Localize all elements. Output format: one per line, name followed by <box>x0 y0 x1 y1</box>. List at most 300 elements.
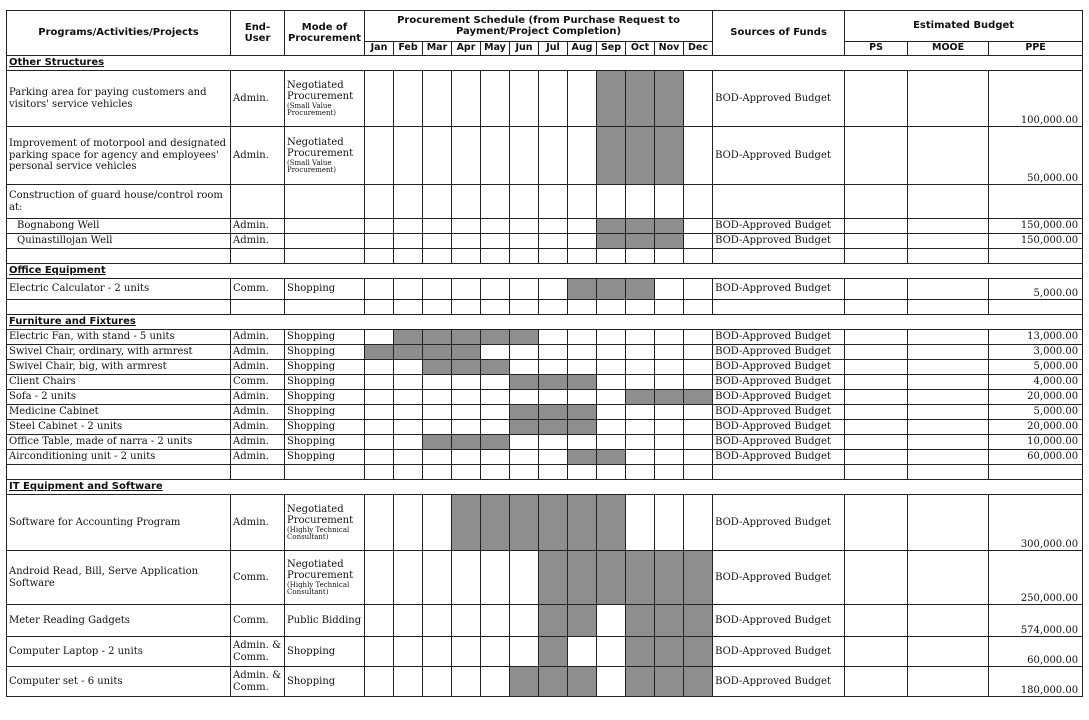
schedule-cell <box>394 127 423 185</box>
item-ps <box>845 637 908 667</box>
item-end-user: Admin. <box>231 127 285 185</box>
schedule-cell <box>568 185 597 219</box>
header-program: Programs/Activities/Projects <box>7 11 231 56</box>
schedule-cell <box>481 551 510 605</box>
item-mooe <box>908 330 989 345</box>
schedule-cell-shaded <box>568 450 597 465</box>
mode-label: Shopping <box>287 331 336 343</box>
table-row <box>7 405 1083 420</box>
empty-cell <box>285 300 365 315</box>
mode-label: Shopping <box>287 361 336 373</box>
schedule-cell <box>510 279 539 300</box>
header-month: Dec <box>684 42 713 56</box>
schedule-cell-shaded <box>655 605 684 637</box>
empty-cell <box>655 300 684 315</box>
item-mode <box>285 71 365 127</box>
empty-cell <box>481 300 510 315</box>
table-row <box>7 185 1083 219</box>
schedule-cell <box>655 279 684 300</box>
schedule-cell-shaded <box>365 345 394 360</box>
schedule-cell <box>510 450 539 465</box>
table-row <box>7 495 1083 551</box>
item-ppe: 300,000.00 <box>989 495 1083 551</box>
schedule-cell-shaded <box>452 345 481 360</box>
item-funds: BOD-Approved Budget <box>713 279 845 300</box>
item-name: Electric Fan, with stand - 5 units <box>7 330 231 345</box>
header-funds: Sources of Funds <box>713 11 845 56</box>
empty-cell <box>684 465 713 480</box>
item-mode <box>285 495 365 551</box>
schedule-cell-shaded <box>568 420 597 435</box>
schedule-cell <box>539 234 568 249</box>
header-month: Jan <box>365 42 394 56</box>
schedule-cell <box>481 605 510 637</box>
schedule-cell <box>423 185 452 219</box>
empty-cell <box>597 300 626 315</box>
mode-label: Public Bidding <box>287 614 362 626</box>
item-ps <box>845 551 908 605</box>
empty-cell <box>684 300 713 315</box>
item-ps <box>845 667 908 697</box>
item-funds: BOD-Approved Budget <box>713 71 845 127</box>
schedule-cell-shaded <box>394 345 423 360</box>
item-mooe <box>908 185 989 219</box>
item-name: Parking area for paying customers and visitors' service vehicles <box>7 71 231 127</box>
item-name: Computer set - 6 units <box>7 667 231 697</box>
empty-cell <box>568 249 597 264</box>
schedule-cell-shaded <box>510 420 539 435</box>
schedule-cell <box>365 279 394 300</box>
schedule-cell <box>626 375 655 390</box>
schedule-cell <box>626 330 655 345</box>
item-end-user: Admin. <box>231 71 285 127</box>
section-row <box>7 315 1083 330</box>
schedule-cell <box>539 71 568 127</box>
schedule-cell <box>394 390 423 405</box>
item-mode <box>285 127 365 185</box>
item-name: Bognabong Well <box>7 219 231 234</box>
schedule-cell <box>539 127 568 185</box>
table-row <box>7 71 1083 127</box>
item-mooe <box>908 71 989 127</box>
mode-label: Shopping <box>287 406 336 418</box>
schedule-cell-shaded <box>510 667 539 697</box>
schedule-cell <box>423 390 452 405</box>
schedule-cell <box>423 551 452 605</box>
item-ppe: 10,000.00 <box>989 435 1083 450</box>
empty-cell <box>568 300 597 315</box>
mode-label: Shopping <box>287 283 336 295</box>
item-ppe: 20,000.00 <box>989 390 1083 405</box>
empty-cell <box>423 465 452 480</box>
mode-label: Negotiated Procurement <box>287 136 354 160</box>
schedule-cell <box>684 330 713 345</box>
item-ppe: 60,000.00 <box>989 637 1083 667</box>
item-end-user: Admin. <box>231 435 285 450</box>
schedule-cell <box>423 450 452 465</box>
schedule-cell-shaded <box>481 330 510 345</box>
schedule-cell <box>626 185 655 219</box>
table-row <box>7 219 1083 234</box>
schedule-cell <box>684 375 713 390</box>
item-end-user: Admin. <box>231 495 285 551</box>
item-mode <box>285 360 365 375</box>
header-schedule: Procurement Schedule (from Purchase Request to Payment/Project Completion) <box>365 11 713 42</box>
schedule-cell <box>481 279 510 300</box>
schedule-cell <box>394 605 423 637</box>
item-funds: BOD-Approved Budget <box>713 605 845 637</box>
schedule-cell <box>394 551 423 605</box>
schedule-cell <box>365 234 394 249</box>
schedule-cell <box>597 375 626 390</box>
empty-cell <box>989 249 1083 264</box>
item-name: Software for Accounting Program <box>7 495 231 551</box>
item-funds: BOD-Approved Budget <box>713 637 845 667</box>
empty-cell <box>481 249 510 264</box>
schedule-cell <box>481 637 510 667</box>
empty-cell <box>539 300 568 315</box>
schedule-cell <box>626 435 655 450</box>
table-row <box>7 667 1083 697</box>
schedule-cell <box>684 420 713 435</box>
schedule-cell-shaded <box>481 435 510 450</box>
item-ps <box>845 420 908 435</box>
item-funds: BOD-Approved Budget <box>713 495 845 551</box>
section-title: Office Equipment <box>7 264 1083 279</box>
schedule-cell <box>539 330 568 345</box>
schedule-cell <box>423 279 452 300</box>
section-row <box>7 264 1083 279</box>
item-end-user: Comm. <box>231 551 285 605</box>
empty-cell <box>510 465 539 480</box>
schedule-cell <box>481 375 510 390</box>
empty-cell <box>845 249 908 264</box>
empty-cell <box>539 465 568 480</box>
schedule-cell <box>481 185 510 219</box>
empty-cell <box>845 465 908 480</box>
item-mode <box>285 551 365 605</box>
schedule-cell-shaded <box>626 551 655 605</box>
schedule-cell-shaded <box>626 71 655 127</box>
mode-label: Shopping <box>287 451 336 463</box>
item-ppe: 60,000.00 <box>989 450 1083 465</box>
empty-cell <box>597 465 626 480</box>
item-name: Electric Calculator - 2 units <box>7 279 231 300</box>
schedule-cell-shaded <box>568 667 597 697</box>
schedule-cell <box>452 279 481 300</box>
item-funds <box>713 185 845 219</box>
header-mode: Mode of Procurement <box>285 11 365 56</box>
item-name: Sofa - 2 units <box>7 390 231 405</box>
item-ps <box>845 279 908 300</box>
schedule-cell <box>423 219 452 234</box>
schedule-cell <box>394 405 423 420</box>
item-funds: BOD-Approved Budget <box>713 435 845 450</box>
item-mode <box>285 375 365 390</box>
empty-cell <box>908 249 989 264</box>
item-mooe <box>908 234 989 249</box>
schedule-cell-shaded <box>597 127 626 185</box>
header-end-user: End-User <box>231 11 285 56</box>
item-mode <box>285 605 365 637</box>
schedule-cell-shaded <box>510 375 539 390</box>
schedule-cell <box>365 637 394 667</box>
schedule-cell <box>510 637 539 667</box>
empty-cell <box>481 465 510 480</box>
table-row <box>7 420 1083 435</box>
schedule-cell <box>394 219 423 234</box>
item-end-user: Admin. <box>231 360 285 375</box>
schedule-cell <box>365 667 394 697</box>
schedule-cell-shaded <box>626 219 655 234</box>
schedule-cell-shaded <box>655 667 684 697</box>
item-mooe <box>908 450 989 465</box>
schedule-cell <box>510 185 539 219</box>
item-name: Improvement of motorpool and designated parking space for agency and employees' personal service vehicles <box>7 127 231 185</box>
schedule-cell <box>365 551 394 605</box>
schedule-cell <box>365 360 394 375</box>
schedule-cell <box>510 127 539 185</box>
schedule-cell <box>684 279 713 300</box>
item-ppe: 250,000.00 <box>989 551 1083 605</box>
mode-label: Shopping <box>287 436 336 448</box>
schedule-cell-shaded <box>452 495 481 551</box>
item-mode <box>285 279 365 300</box>
schedule-cell <box>394 71 423 127</box>
header-month: Apr <box>452 42 481 56</box>
schedule-cell-shaded <box>568 279 597 300</box>
schedule-cell-shaded <box>684 667 713 697</box>
mode-label: Shopping <box>287 391 336 403</box>
schedule-cell <box>655 495 684 551</box>
empty-cell <box>655 249 684 264</box>
mode-label: Shopping <box>287 421 336 433</box>
schedule-cell <box>510 360 539 375</box>
schedule-cell <box>597 667 626 697</box>
header-month: Jul <box>539 42 568 56</box>
item-name: Swivel Chair, ordinary, with armrest <box>7 345 231 360</box>
item-name: Construction of guard house/control room at: <box>7 185 231 219</box>
schedule-cell <box>684 405 713 420</box>
section-row <box>7 56 1083 71</box>
schedule-cell <box>452 375 481 390</box>
table-row <box>7 345 1083 360</box>
item-name: Steel Cabinet - 2 units <box>7 420 231 435</box>
item-funds: BOD-Approved Budget <box>713 420 845 435</box>
schedule-cell-shaded <box>626 605 655 637</box>
schedule-cell <box>539 390 568 405</box>
mode-note: (Highly Technical Consultant) <box>287 525 350 541</box>
mode-label: Shopping <box>287 645 336 657</box>
schedule-cell-shaded <box>626 390 655 405</box>
schedule-cell-shaded <box>568 405 597 420</box>
schedule-cell <box>597 420 626 435</box>
mode-note: (Small Value Procurement) <box>287 158 337 174</box>
item-ppe: 574,000.00 <box>989 605 1083 637</box>
schedule-cell-shaded <box>452 360 481 375</box>
item-ps <box>845 435 908 450</box>
schedule-cell <box>655 435 684 450</box>
schedule-cell <box>568 390 597 405</box>
item-mooe <box>908 375 989 390</box>
schedule-cell <box>452 667 481 697</box>
schedule-cell <box>394 435 423 450</box>
empty-cell <box>365 300 394 315</box>
schedule-cell <box>423 667 452 697</box>
empty-cell <box>597 249 626 264</box>
schedule-cell <box>510 345 539 360</box>
schedule-cell-shaded <box>626 637 655 667</box>
item-ps <box>845 345 908 360</box>
item-ps <box>845 127 908 185</box>
item-ppe: 13,000.00 <box>989 330 1083 345</box>
item-ppe: 20,000.00 <box>989 420 1083 435</box>
schedule-cell <box>394 360 423 375</box>
item-mode <box>285 405 365 420</box>
schedule-cell-shaded <box>539 605 568 637</box>
empty-cell <box>713 300 845 315</box>
schedule-cell-shaded <box>452 435 481 450</box>
schedule-cell <box>597 360 626 375</box>
item-name: Meter Reading Gadgets <box>7 605 231 637</box>
item-mode <box>285 435 365 450</box>
header-ps: PS <box>845 42 908 56</box>
empty-cell <box>394 300 423 315</box>
schedule-cell <box>597 637 626 667</box>
schedule-cell <box>597 390 626 405</box>
item-mooe <box>908 435 989 450</box>
header-month: Sep <box>597 42 626 56</box>
schedule-cell <box>365 219 394 234</box>
schedule-cell <box>423 127 452 185</box>
item-mode <box>285 345 365 360</box>
schedule-cell <box>539 279 568 300</box>
schedule-cell-shaded <box>510 495 539 551</box>
schedule-cell <box>452 71 481 127</box>
schedule-cell <box>684 185 713 219</box>
schedule-cell <box>655 185 684 219</box>
schedule-cell <box>452 127 481 185</box>
schedule-cell <box>539 219 568 234</box>
schedule-cell-shaded <box>539 667 568 697</box>
schedule-cell-shaded <box>481 495 510 551</box>
item-ps <box>845 375 908 390</box>
item-ppe: 5,000.00 <box>989 279 1083 300</box>
procurement-plan-sheet <box>6 10 1082 697</box>
empty-cell <box>285 465 365 480</box>
item-end-user: Comm. <box>231 279 285 300</box>
empty-cell <box>989 300 1083 315</box>
schedule-cell <box>452 234 481 249</box>
table-row <box>7 637 1083 667</box>
empty-cell <box>510 300 539 315</box>
schedule-cell <box>423 605 452 637</box>
schedule-cell <box>452 219 481 234</box>
empty-cell <box>7 249 231 264</box>
item-mode <box>285 330 365 345</box>
empty-cell <box>655 465 684 480</box>
item-ps <box>845 605 908 637</box>
empty-cell <box>626 249 655 264</box>
schedule-cell-shaded <box>423 345 452 360</box>
schedule-cell <box>626 495 655 551</box>
schedule-cell <box>684 127 713 185</box>
item-mooe <box>908 360 989 375</box>
schedule-cell <box>684 435 713 450</box>
empty-cell <box>568 465 597 480</box>
schedule-cell-shaded <box>655 219 684 234</box>
schedule-cell <box>568 127 597 185</box>
item-mooe <box>908 279 989 300</box>
schedule-cell-shaded <box>539 495 568 551</box>
schedule-cell <box>684 360 713 375</box>
schedule-cell-shaded <box>597 279 626 300</box>
empty-cell <box>394 465 423 480</box>
item-funds: BOD-Approved Budget <box>713 405 845 420</box>
table-body <box>7 56 1083 697</box>
empty-cell <box>510 249 539 264</box>
schedule-cell <box>684 71 713 127</box>
header-budget: Estimated Budget <box>845 11 1083 42</box>
table-row <box>7 551 1083 605</box>
schedule-cell <box>626 420 655 435</box>
schedule-cell-shaded <box>568 495 597 551</box>
item-name: Medicine Cabinet <box>7 405 231 420</box>
schedule-cell <box>365 71 394 127</box>
schedule-cell <box>394 637 423 667</box>
schedule-cell <box>568 637 597 667</box>
item-funds: BOD-Approved Budget <box>713 450 845 465</box>
schedule-cell <box>510 551 539 605</box>
schedule-cell <box>394 279 423 300</box>
item-end-user: Admin. <box>231 234 285 249</box>
schedule-cell <box>684 450 713 465</box>
item-ps <box>845 360 908 375</box>
schedule-cell <box>510 390 539 405</box>
schedule-cell-shaded <box>597 219 626 234</box>
schedule-cell-shaded <box>684 551 713 605</box>
schedule-cell-shaded <box>597 71 626 127</box>
schedule-cell <box>481 71 510 127</box>
schedule-cell <box>510 435 539 450</box>
schedule-cell-shaded <box>568 375 597 390</box>
item-name: Android Read, Bill, Serve Application Software <box>7 551 231 605</box>
schedule-cell-shaded <box>597 551 626 605</box>
table-row <box>7 450 1083 465</box>
table-row <box>7 605 1083 637</box>
table-row <box>7 330 1083 345</box>
item-mooe <box>908 127 989 185</box>
item-ps <box>845 234 908 249</box>
schedule-cell <box>365 127 394 185</box>
item-ps <box>845 495 908 551</box>
mode-note: (Highly Technical Consultant) <box>287 580 350 596</box>
mode-label: Negotiated Procurement <box>287 79 354 103</box>
mode-label: Shopping <box>287 346 336 358</box>
item-funds: BOD-Approved Budget <box>713 390 845 405</box>
schedule-cell <box>684 219 713 234</box>
item-mode <box>285 219 365 234</box>
empty-cell <box>231 300 285 315</box>
item-name: Airconditioning unit - 2 units <box>7 450 231 465</box>
empty-cell <box>452 465 481 480</box>
schedule-cell <box>365 420 394 435</box>
mode-label: Shopping <box>287 675 336 687</box>
schedule-cell <box>394 185 423 219</box>
schedule-cell <box>655 330 684 345</box>
item-mode <box>285 185 365 219</box>
schedule-cell <box>597 435 626 450</box>
